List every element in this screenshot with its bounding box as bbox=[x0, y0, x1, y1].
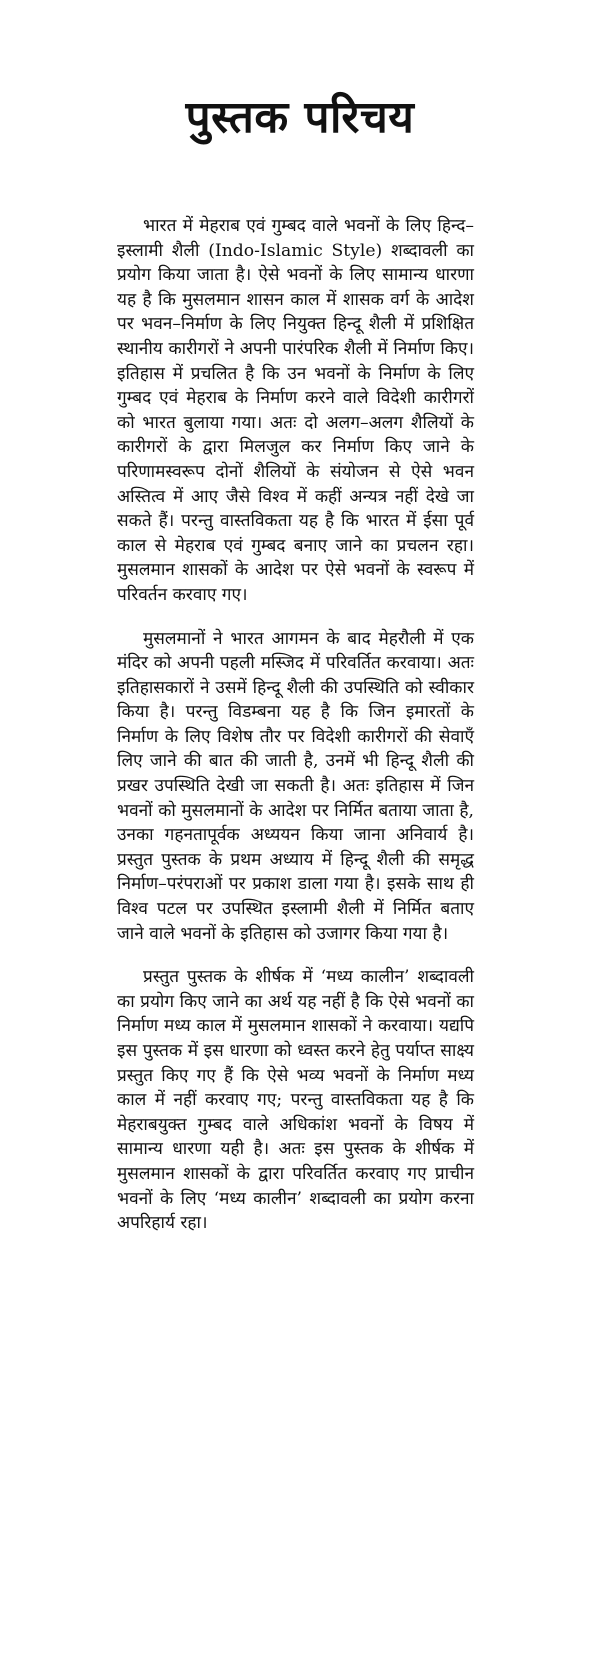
paragraph-3: प्रस्तुत पुस्तक के शीर्षक में ‘मध्य कालीन’ शब्दावली का प्रयोग किए जाने का अर्थ यह नहीं है कि ऐसे भवनों का निर्माण मध्य काल में मुसलमान शासकों ने करवाया। यद्यपि इस पुस्तक में इस धारणा को ध्वस्त करने हेतु पर्याप्त साक्ष्य प्रस्तुत किए गए हैं कि ऐसे भव्य भवनों के निर्माण मध्य काल में नहीं करवाए गए; परन्तु वास्तविकता यह है कि मेहराबयुक्त गुम्बद वाले अधिकांश भवनों के विषय में सामान्य धारणा यही है। अतः इस पुस्तक के शीर्षक में मुसलमान शासकों के द्वारा परिवर्तित करवाए गए प्राचीन भवनों के लिए ‘मध्य कालीन’ शब्दावली का प्रयोग करना अपरिहार्य रहा। bbox=[117, 967, 474, 1234]
paragraph-2: मुसलमानों ने भारत आगमन के बाद मेहरौली में एक मंदिर को अपनी पहली मस्जिद में परिवर्तित करवाया। अतः इतिहासकारों ने उसमें हिन्दू शैली की उपस्थिति को स्वीकार किया है। परन्तु विडम्बना यह है कि जिन इमारतों के निर्माण के लिए विशेष तौर पर विदेशी कारीगरों की सेवाएँ लिए जाने की बात की जाती है, उनमें भी हिन्दू शैली की प्रखर उपस्थिति देखी जा सकती है। अतः इतिहास में जिन भवनों को मुसलमानों के आदेश पर निर्मित बताया जाता है, उनका गहनतापूर्वक अध्ययन किया जाना अनिवार्य है। प्रस्तुत पुस्तक के प्रथम अध्याय में हिन्दू शैली की समृद्ध निर्माण–परंपराओं पर प्रकाश डाला गया है। इसके साथ ही विश्व पटल पर उपस्थित इस्लामी शैली में निर्मित बताए जाने वाले भवनों के इतिहास को उजागर किया गया है। bbox=[117, 628, 474, 944]
preface-body bbox=[117, 214, 474, 1255]
paragraph-1: भारत में मेहराब एवं गुम्बद वाले भवनों के लिए हिन्द–इस्लामी शैली (Indo-Islamic Style) शब्दावली का प्रयोग किया जाता है। ऐसे भवनों के लिए सामान्य धारणा यह है कि मुसलमान शासन काल में शासक वर्ग के आदेश पर भवन–निर्माण के लिए नियुक्त हिन्दू शैली में प्रशिक्षित स्थानीय कारीगरों ने अपनी पारंपरिक शैली में निर्माण किए। इतिहास में प्रचलित है कि उन भवनों के निर्माण के लिए गुम्बद एवं मेहराब के निर्माण करने वाले विदेशी कारीगरों को भारत बुलाया गया। अतः दो अलग–अलग शैलियों के कारीगरों के द्वारा मिलजुल कर निर्माण किए जाने के परिणामस्वरूप दोनों शैलियों के संयोजन से ऐसे भवन अस्तित्व में आए जैसे विश्व में कहीं अन्यत्र नहीं देखे जा सकते हैं। परन्तु वास्तविकता यह है कि भारत में ईसा पूर्व काल से मेहराब एवं गुम्बद बनाए जाने का प्रचलन रहा। मुसलमान शासकों के आदेश पर ऐसे भवनों के स्वरूप में परिवर्तन करवाए गए। bbox=[117, 216, 474, 605]
page-title: पुस्तक परिचय bbox=[185, 92, 415, 143]
